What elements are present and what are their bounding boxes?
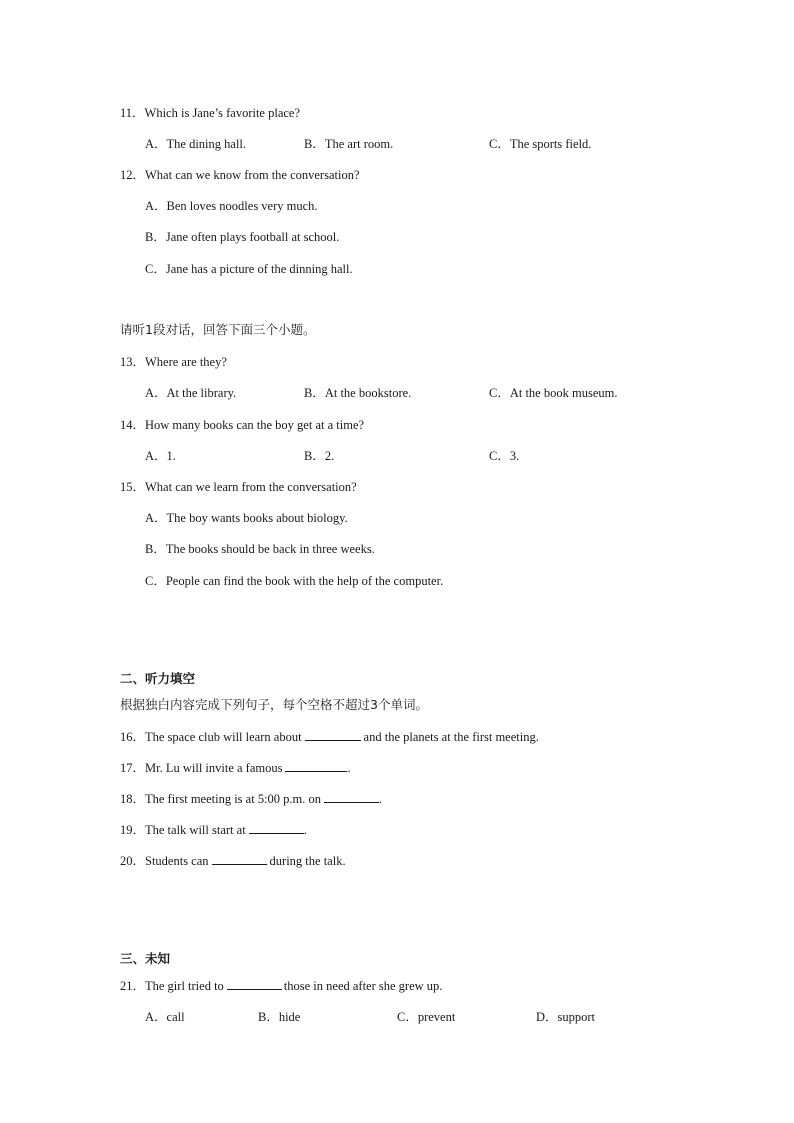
answer-blank[interactable] [324, 791, 379, 803]
question-17 [120, 760, 351, 776]
question-16-text-before: 16．The space club will learn about [120, 730, 302, 744]
question-12-option-a: A．Ben loves noodles very much. [145, 199, 318, 213]
answer-blank[interactable] [212, 853, 267, 865]
question-14-stem: 14．How many books can the boy get at a time? [120, 418, 365, 432]
question-20-text-after: during the talk. [269, 854, 346, 868]
question-14-option-c: C．3. [489, 449, 520, 463]
question-21-option-b: B．hide [258, 1010, 301, 1024]
question-21-option-d: D．support [536, 1010, 596, 1024]
question-19 [120, 822, 307, 838]
question-16 [120, 729, 539, 745]
part-2-instruction: 根据独白内容完成下列句子，每个空格不超过3个单词。 [120, 697, 428, 712]
question-12-option-b: B．Jane often plays football at school. [145, 230, 340, 244]
section-intro: 请听1段对话，回答下面三个小题。 [120, 322, 316, 337]
question-20-text-before: 20．Students can [120, 854, 209, 868]
question-15-option-a: A．The boy wants books about biology. [145, 511, 348, 525]
question-16-text-after: and the planets at the first meeting. [363, 730, 539, 744]
answer-blank[interactable] [249, 822, 304, 834]
question-11-option-c: C．The sports field. [489, 137, 592, 151]
question-12-stem: 12．What can we know from the conversation? [120, 168, 360, 182]
question-12-option-c: C．Jane has a picture of the dinning hall. [145, 262, 353, 276]
question-17-text-before: 17．Mr. Lu will invite a famous [120, 761, 283, 775]
question-21 [120, 978, 442, 994]
question-19-text-after: . [303, 823, 307, 837]
part-3-heading: 三、未知 [120, 951, 171, 966]
question-18-text-before: 18．The first meeting is at 5:00 p.m. on [120, 792, 322, 806]
answer-blank[interactable] [227, 978, 282, 990]
question-15-option-c: C．People can find the book with the help of the computer. [145, 574, 444, 588]
answer-blank[interactable] [285, 760, 347, 772]
question-20 [120, 853, 346, 869]
question-13-option-b: B．At the bookstore. [304, 386, 412, 400]
question-13-option-c: C．At the book museum. [489, 386, 618, 400]
question-17-text-after: . [347, 761, 351, 775]
question-15-stem: 15．What can we learn from the conversation? [120, 480, 357, 494]
question-21-option-a: A．call [145, 1010, 185, 1024]
question-19-text-before: 19．The talk will start at [120, 823, 246, 837]
question-18 [120, 791, 382, 807]
answer-blank[interactable] [305, 729, 361, 741]
question-11-option-b: B．The art room. [304, 137, 394, 151]
question-13-option-a: A．At the library. [145, 386, 237, 400]
question-21-option-c: C．prevent [397, 1010, 456, 1024]
question-11-option-a: A．The dining hall. [145, 137, 247, 151]
question-21-text-after: those in need after she grew up. [283, 979, 443, 993]
question-14-option-a: A．1. [145, 449, 176, 463]
question-13-stem: 13．Where are they? [120, 355, 227, 369]
question-14-option-b: B．2. [304, 449, 335, 463]
question-18-text-after: . [379, 792, 383, 806]
part-2-heading: 二、听力填空 [120, 671, 196, 686]
question-21-text-before: 21．The girl tried to [120, 979, 224, 993]
question-15-option-b: B．The books should be back in three weeks. [145, 542, 375, 556]
question-11-stem: 11．Which is Jane’s favorite place? [120, 106, 301, 120]
